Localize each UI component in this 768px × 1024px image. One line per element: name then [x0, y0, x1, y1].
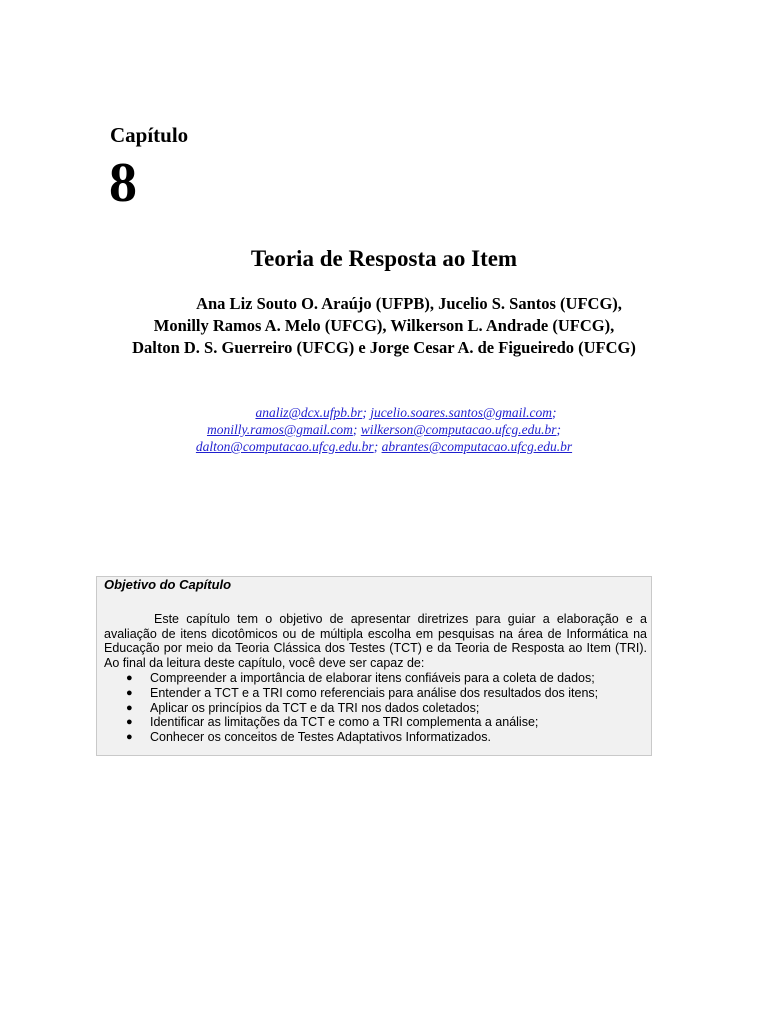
bullet-icon: ● [126, 701, 133, 714]
list-item-text: Aplicar os princípios da TCT e da TRI nos dados coletados; [150, 700, 480, 715]
list-item [104, 715, 644, 730]
email-link[interactable]: abrantes@computacao.ufcg.edu.br [381, 439, 573, 454]
list-item [104, 730, 644, 745]
email-link[interactable]: analiz@dcx.ufpb.br [255, 405, 363, 420]
objective-box [96, 576, 652, 756]
list-item-text: Entender a TCT e a TRI como referenciais para análise dos resultados dos itens; [150, 685, 599, 700]
email-link[interactable]: jucelio.soares.santos@gmail.com [370, 405, 553, 420]
list-item-text: Compreender a importância de elaborar itens confiáveis para a coleta de dados; [150, 671, 595, 685]
email-link[interactable]: wilkerson@computacao.ufcg.edu.br [360, 422, 557, 437]
email-separator: ; [552, 405, 557, 420]
objective-heading: Objetivo do Capítulo [104, 577, 232, 592]
email-separator: ; [373, 439, 379, 454]
email-separator: ; [352, 422, 358, 437]
list-item-text: Identificar as limitações da TCT e como a TRI complementa a análise; [150, 715, 539, 730]
objective-paragraph-text: Este capítulo tem o objetivo de apresentar diretrizes para guiar a elaboração e a avaliação de itens dicotômicos ou de múltipla escolha em pesquisas na área de Informática na Educação por meio da Teoria Clássica dos Testes (TCT) e da Teoria de Resposta ao Item (TRI). Ao final da leitura deste capítulo, você deve ser capaz de: [104, 612, 647, 670]
email-line [0, 421, 768, 438]
bullet-icon: ● [126, 672, 133, 684]
emails-block [0, 404, 768, 455]
objective-paragraph [104, 612, 647, 670]
list-item [104, 686, 644, 701]
chapter-label: Capítulo [110, 123, 189, 147]
email-line [0, 438, 768, 455]
email-link[interactable]: monilly.ramos@gmail.com [206, 422, 353, 437]
list-item [104, 671, 644, 686]
chapter-title: Teoria de Resposta ao Item [250, 246, 518, 271]
author-line: Ana Liz Souto O. Araújo (UFPB), Jucelio S. Santos (UFCG), [196, 294, 622, 313]
list-item [104, 701, 644, 716]
list-item-text: Conhecer os conceitos de Testes Adaptativos Informatizados. [150, 730, 491, 745]
email-separator: ; [362, 405, 367, 420]
author-line: Dalton D. S. Guerreiro (UFCG) e Jorge Cesar A. de Figueiredo (UFCG) [132, 338, 636, 357]
email-link[interactable]: dalton@computacao.ufcg.edu.br [195, 439, 374, 454]
email-line [0, 404, 768, 421]
author-line: Monilly Ramos A. Melo (UFCG), Wilkerson L. Andrade (UFCG), [153, 316, 615, 335]
authors-block [0, 293, 768, 359]
bullet-icon: ● [126, 716, 133, 729]
bullet-icon: ● [126, 686, 133, 699]
email-separator: ; [556, 422, 562, 437]
objective-list [104, 671, 644, 745]
chapter-number: 8 [109, 152, 137, 214]
bullet-icon: ● [126, 731, 133, 744]
